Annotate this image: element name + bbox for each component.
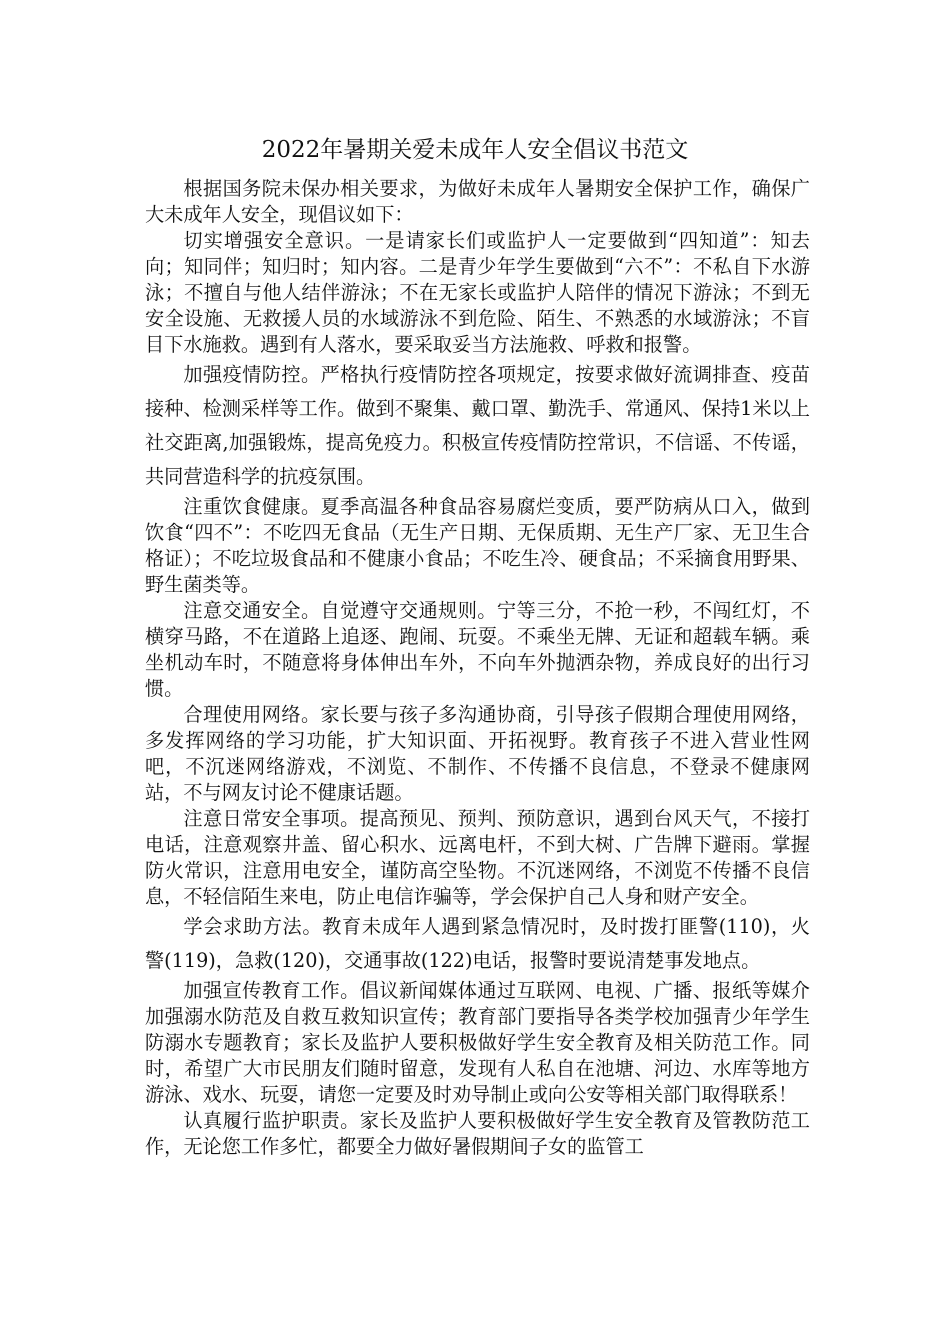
paragraph-safety-awareness: 切实增强安全意识。一是请家长们或监护人一定要做到“四知道”：知去向；知同伴；知归时；知内容。二是青少年学生要做到“六不”：不私自下水游泳；不擅自与他人结伴游泳；不在无家长或监护人陪伴的情况下游泳；不到无安全设施、无救援人员的水域游泳不到危险、陌生、不熟悉的水域游泳；不盲目下水施救。遇到有人落水，要采取妥当方法施救、呼救和报警。 <box>145 229 810 356</box>
paragraph-intro: 根据国务院未保办相关要求，为做好未成年人暑期安全保护工作，确保广大未成年人安全，现倡议如下： <box>145 177 810 226</box>
paragraph-epidemic-prevention: 加强疫情防控。严格执行疫情防控各项规定，按要求做好流调排查、疫苗接种、检测采样等工作。做到不聚集、戴口罩、勤洗手、常通风、保持1米以上社交距离,加强锻炼，提高免疫力。积极宣传疫情防控常识，不信谣、不传谣，共同营造科学的抗疫氛围。 <box>145 363 810 488</box>
paragraph-food-health: 注重饮食健康。夏季高温各种食品容易腐烂变质，要严防病从口入，做到饮食“四不”：不吃四无食品（无生产日期、无保质期、无生产厂家、无卫生合格证）；不吃垃圾食品和不健康小食品；不吃生冷、硬食品；不采摘食用野果、野生菌类等。 <box>145 495 810 596</box>
document-body <box>145 176 810 1160</box>
paragraph-internet-use: 合理使用网络。家长要与孩子多沟通协商，引导孩子假期合理使用网络，多发挥网络的学习功能，扩大知识面、开拓视野。教育孩子不进入营业性网吧，不沉迷网络游戏，不浏览、不制作、不传播不良信息，不登录不健康网站，不与网友讨论不健康话题。 <box>145 703 810 804</box>
paragraph-traffic-safety: 注意交通安全。自觉遵守交通规则。宁等三分，不抢一秒，不闯红灯，不横穿马路，不在道路上追逐、跑闹、玩耍。不乘坐无牌、无证和超载车辆。乘坐机动车时，不随意将身体伸出车外，不向车外抛洒杂物，养成良好的出行习惯。 <box>145 599 810 700</box>
paragraph-help-methods: 学会求助方法。教育未成年人遇到紧急情况时，及时拨打匪警(110)，火警(119)，急救(120)，交通事故(122)电话，报警时要说清楚事发地点。 <box>145 915 810 972</box>
paragraph-publicity-education: 加强宣传教育工作。倡议新闻媒体通过互联网、电视、广播、报纸等媒介加强溺水防范及自救互救知识宣传；教育部门要指导各类学校加强青少年学生防溺水专题教育；家长及监护人要积极做好学生安全教育及相关防范工作。同时，希望广大市民朋友们随时留意，发现有人私自在池塘、河边、水库等地方游泳、戏水、玩耍，请您一定要及时劝导制止或向公安等相关部门取得联系！ <box>145 979 810 1106</box>
paragraph-daily-safety: 注意日常安全事项。提高预见、预判、预防意识，遇到台风天气，不接打电话，注意观察井盖、留心积水、远离电杆，不到大树、广告牌下避雨。掌握防火常识，注意用电安全，谨防高空坠物。不沉迷网络，不浏览不传播不良信息，不轻信陌生来电，防止电信诈骗等，学会保护自己人身和财产安全。 <box>145 807 810 908</box>
document-title: 2022年暑期关爱未成年人安全倡议书范文 <box>261 137 689 163</box>
paragraph-guardian-duty: 认真履行监护职责。家长及监护人要积极做好学生安全教育及管教防范工作，无论您工作多忙，都要全力做好暑假期间子女的监管工 <box>145 1109 810 1158</box>
